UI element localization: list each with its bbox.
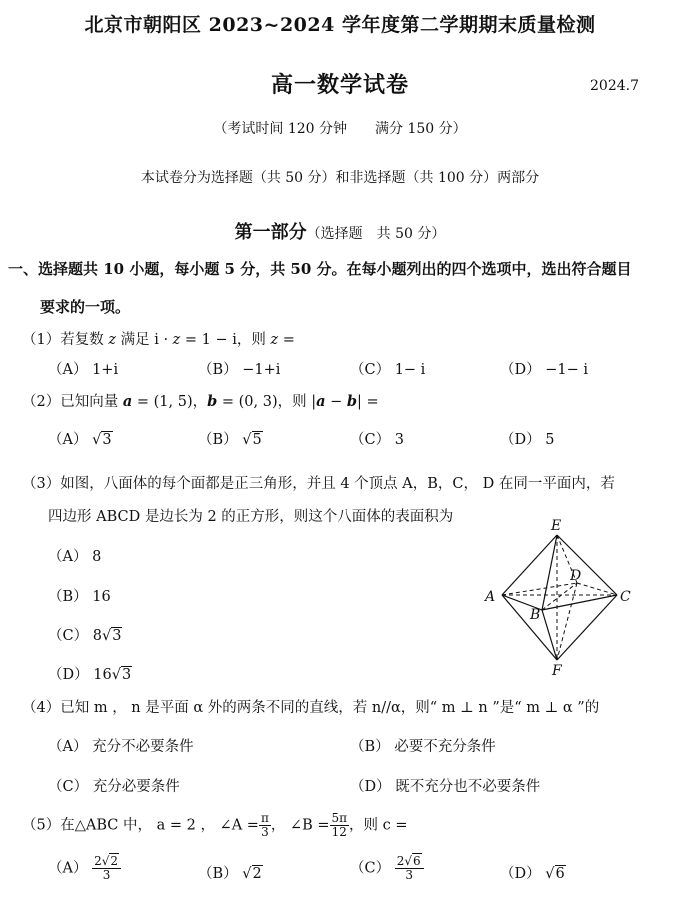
q4-option-b: （B） 必要不充分条件 xyxy=(350,739,496,755)
sqrt-icon: √6 xyxy=(404,854,421,868)
q2-stem xyxy=(22,390,379,411)
q2-number: （2） xyxy=(22,394,61,410)
q1-option-b: （B） −1+i xyxy=(198,362,281,378)
exam-date: 2024.7 xyxy=(590,78,639,94)
q2-vec-a2: a xyxy=(316,393,326,410)
q5-fraction-A xyxy=(259,812,271,839)
q5-option-b xyxy=(198,862,263,883)
q2-vec-b: b xyxy=(207,393,218,410)
q5-fb-den: 12 xyxy=(331,825,347,840)
q5-text-b: ， ∠B = xyxy=(270,817,330,834)
label-E: E xyxy=(551,518,562,534)
q3-stem-line1 xyxy=(22,472,615,493)
q1-var-z: z xyxy=(108,332,116,348)
part1-title: 第一部分 xyxy=(234,222,307,243)
q5-fa-den: 3 xyxy=(261,825,269,840)
q1-option-d: （D） −1− i xyxy=(500,362,589,378)
q4-option-c: （C） 充分必要条件 xyxy=(48,779,180,795)
q4-text: 已知 m ， n 是平面 α 外的两条不同的直线，若 n//α，则“ m ⊥ n ”是“ m ⊥ α ”的 xyxy=(60,700,600,716)
q5-option-a-label: （A） xyxy=(48,860,88,877)
q5-option-b-rad: 2 xyxy=(252,866,262,882)
q1-option-a: （A） 1+i xyxy=(48,362,119,378)
q1-var-z3: z xyxy=(270,332,279,348)
q5-option-c-den: 3 xyxy=(405,868,413,883)
label-D: D xyxy=(570,568,582,584)
q1-number: （1） xyxy=(22,332,61,348)
q5-fa-num: π xyxy=(260,811,269,825)
q5-number: （5） xyxy=(22,817,61,834)
label-B: B xyxy=(530,607,541,623)
q5-text-c: ，则 c = xyxy=(349,817,408,834)
q2-option-a xyxy=(48,428,113,449)
structure-info: 本试卷分为选择题（共 50 分）和非选择题（共 100 分）两部分 xyxy=(140,170,540,186)
q3-option-d-value: 3 xyxy=(121,667,132,683)
q4-option-d: （D） 既不充分也不必要条件 xyxy=(350,779,541,795)
q3-stem-line2: 四边形 ABCD 是边长为 2 的正方形，则这个八面体的表面积为 xyxy=(48,509,454,525)
q3-number: （3） xyxy=(22,476,61,492)
q5-option-c-fraction xyxy=(395,855,424,882)
part1-note: （选择题 共 50 分） xyxy=(306,226,446,242)
q5-option-c-rad: 6 xyxy=(413,854,421,868)
section1-line1: 一、选择题共 10 小题，每小题 5 分，共 50 分。在每小题列出的四个选项中，选出符合题目 xyxy=(8,260,632,278)
q2-option-b-value: 5 xyxy=(252,432,262,448)
q3-text-line1: 如图，八面体的每个面都是正三角形，并且 4 个顶点 A，B，C， D 在同一平面内，若 xyxy=(60,476,615,492)
edge-AD xyxy=(502,583,577,595)
q1-option-c: （C） 1− i xyxy=(350,362,426,378)
q1-text-b: 满足 i · xyxy=(120,332,173,348)
q2-text-d: − xyxy=(325,394,347,410)
q1-stem xyxy=(22,328,295,349)
sqrt-icon: √6 xyxy=(545,866,565,882)
q2-option-d: （D） 5 xyxy=(500,432,555,448)
q5-option-a-coef: 2 xyxy=(94,854,102,868)
sqrt-icon: √3 xyxy=(101,628,122,644)
q2-vec-a: a xyxy=(122,393,133,410)
q5-option-c-coef: 2 xyxy=(396,854,405,868)
q5-option-c-label: （C） xyxy=(350,860,391,877)
q2-option-a-label: （A） xyxy=(48,432,88,448)
q5-option-d-label: （D） xyxy=(500,866,541,882)
sqrt-icon: √3 xyxy=(111,667,132,683)
q1-var-z2: z xyxy=(172,332,181,348)
exam-header: 北京市朝阳区 2023~2024 学年度第二学期期末质量检测 xyxy=(84,14,596,36)
q5-option-c xyxy=(350,855,424,882)
time-info: （考试时间 120 分钟 满分 150 分） xyxy=(213,121,467,137)
q3-option-a: （A） 8 xyxy=(48,549,102,565)
q3-option-d xyxy=(48,663,132,684)
q5-stem xyxy=(22,812,408,839)
q5-option-b-label: （B） xyxy=(198,866,238,882)
part1-heading xyxy=(0,218,680,244)
label-A: A xyxy=(485,589,496,605)
q3-option-c xyxy=(48,624,122,645)
q3-option-c-value: 3 xyxy=(112,628,122,644)
q5-option-d xyxy=(500,862,566,883)
q2-text-c: = (0, 3)，则 | xyxy=(217,394,317,410)
q4-option-a: （A） 充分不必要条件 xyxy=(48,739,194,755)
q2-option-a-value: 3 xyxy=(102,432,112,448)
sqrt-icon: √3 xyxy=(92,432,112,448)
paper-title: 高一数学试卷 xyxy=(270,72,409,98)
q5-option-a-fraction xyxy=(92,855,121,882)
q2-option-c: （C） 3 xyxy=(350,432,404,448)
label-F: F xyxy=(552,663,562,679)
q3-option-c-label: （C） 8 xyxy=(48,628,102,644)
section1-line2: 要求的一项。 xyxy=(40,298,131,316)
q4-stem xyxy=(22,696,599,717)
q2-option-b xyxy=(198,428,263,449)
q2-text-a: 已知向量 xyxy=(60,394,123,410)
q5-fraction-B xyxy=(330,812,350,839)
q3-option-d-label: （D） 16 xyxy=(48,667,112,683)
q5-text-a: 在△ABC 中， a = 2 ， ∠A = xyxy=(60,817,259,834)
q5-option-d-rad: 6 xyxy=(555,866,565,882)
octahedron-figure xyxy=(480,515,640,680)
sqrt-icon: √5 xyxy=(242,432,262,448)
sqrt-icon: √2 xyxy=(242,866,262,882)
q5-option-a xyxy=(48,855,121,882)
edge-EB xyxy=(542,535,557,610)
label-C: C xyxy=(620,589,631,605)
q4-number: （4） xyxy=(22,700,61,716)
sqrt-icon: √2 xyxy=(101,854,119,868)
edge-FB xyxy=(542,610,557,660)
q5-fb-num: 5π xyxy=(331,811,348,825)
q5-option-a-rad: 2 xyxy=(110,854,119,868)
q5-option-a-den: 3 xyxy=(102,868,111,883)
q1-text-d: = xyxy=(278,332,295,348)
q1-text-a: 若复数 xyxy=(60,332,104,348)
q2-text-b: = (1, 5)， xyxy=(132,394,208,410)
edge-EA xyxy=(502,535,557,595)
q2-text-e: | = xyxy=(357,394,379,410)
q1-text-c: = 1 − i，则 xyxy=(180,332,271,348)
q3-option-b: （B） 16 xyxy=(48,589,111,605)
q2-option-b-label: （B） xyxy=(198,432,238,448)
q2-vec-b2: b xyxy=(346,393,358,410)
